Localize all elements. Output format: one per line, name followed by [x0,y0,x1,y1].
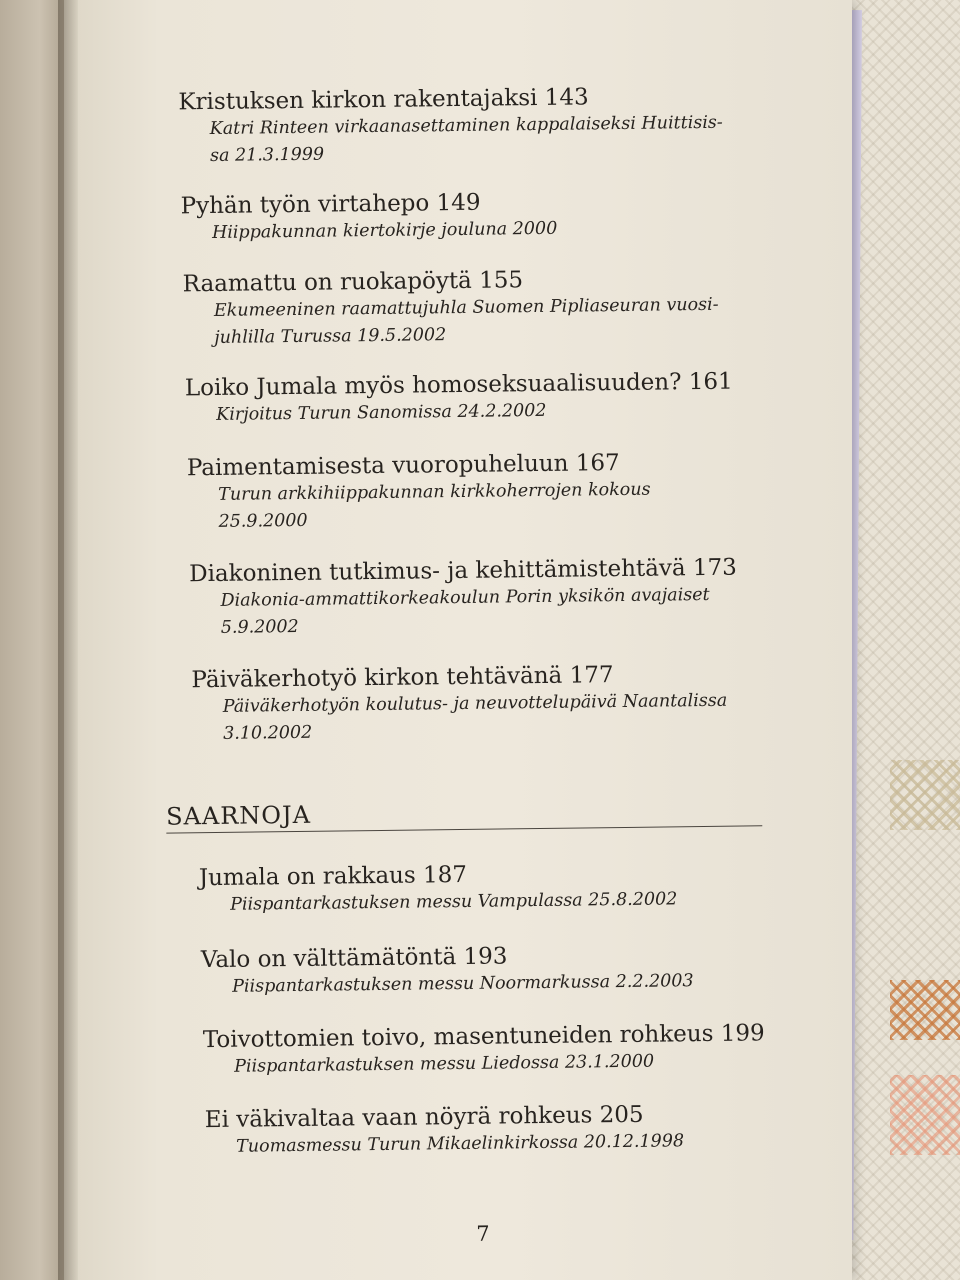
toc-entry [185,369,733,430]
toc-entry-subtitle: Piispantarkastuksen messu Vampulassa 25.8.2002 [230,889,678,915]
toc-entry-subtitle: sa 21.3.1999 [209,144,325,166]
toc-entry-subtitle: Hiippakunnan kiertokirje jouluna 2000 [211,218,558,243]
book-page [64,0,852,1280]
toc-entry-subtitle: juhlilla Turussa 19.5.2002 [214,325,447,348]
embroidery-pattern [890,980,960,1040]
toc-entry [191,661,727,749]
toc-entry-title: Jumala on rakkaus 187 [198,861,468,892]
toc-entry-subtitle: Ekumeeninen raamattujuhla Suomen Pipliaseuran vuosi- [213,294,719,321]
toc-entry-subtitle: Tuomasmessu Turun Mikaelinkirkossa 20.12.1998 [236,1131,685,1157]
toc-entry-title: Pyhän työn virtahepo 149 [180,189,481,220]
toc-entry [182,265,719,353]
toc-entry-title: Raamattu on ruokapöytä 155 [182,267,524,298]
toc-entry-subtitle: 3.10.2002 [223,722,313,744]
table-of-contents [56,0,860,1280]
toc-entry [205,1101,685,1161]
page-number: 7 [476,1221,490,1246]
toc-entry [181,189,558,248]
toc-entry-title: Loiko Jumala myös homoseksuaalisuuden? 161 [184,368,733,402]
toc-entry-subtitle: Kirjoitus Turun Sanomissa 24.2.2002 [216,400,547,425]
toc-entry-subtitle: Piispantarkastuksen messu Noormarkussa 2.2.2003 [232,971,694,997]
toc-entry-title: Valo on välttämätöntä 193 [200,943,508,974]
toc-entry [189,555,738,643]
toc-entry-subtitle: Turun arkkihiippakunnan kirkkoherrojen kokous [218,479,651,505]
toc-entry-title: Päiväkerhotyö kirkon tehtävänä 177 [191,662,614,694]
toc-entry-subtitle: Piispantarkastuksen messu Liedossa 23.1.2000 [234,1051,655,1077]
toc-entry-title: Ei väkivaltaa vaan nöyrä rohkeus 205 [204,1101,644,1134]
toc-entry-title: Kristuksen kirkon rakentajaksi 143 [178,84,589,116]
toc-entry-subtitle: 25.9.2000 [218,510,308,532]
toc-entry [178,83,723,171]
toc-entry [187,450,651,537]
toc-entry-subtitle: Päiväkerhotyön koulutus- ja neuvottelupäivä Naantalissa [222,690,728,717]
toc-entry-subtitle: Katri Rinteen virkaanasettaminen kappalaiseksi Huittisis- [209,112,723,139]
tablecloth [850,0,960,1280]
section-heading: SAARNOJA [166,794,762,833]
toc-entry-subtitle: Diakonia-ammattikorkeakoulun Porin yksikön avajaiset [220,584,710,611]
toc-entry [199,859,678,919]
embroidery-pattern [890,1075,960,1155]
toc-entry-subtitle: 5.9.2002 [220,616,299,638]
toc-entry [203,1020,765,1081]
embroidery-pattern [890,760,960,830]
toc-entry-title: Diakoninen tutkimus- ja kehittämistehtävä 173 [189,554,737,588]
toc-entry-title: Paimentamisesta vuoropuheluun 167 [186,450,620,482]
toc-entry [201,941,694,1001]
toc-entry-title: Toivottomien toivo, masentuneiden rohkeus 199 [202,1020,765,1054]
